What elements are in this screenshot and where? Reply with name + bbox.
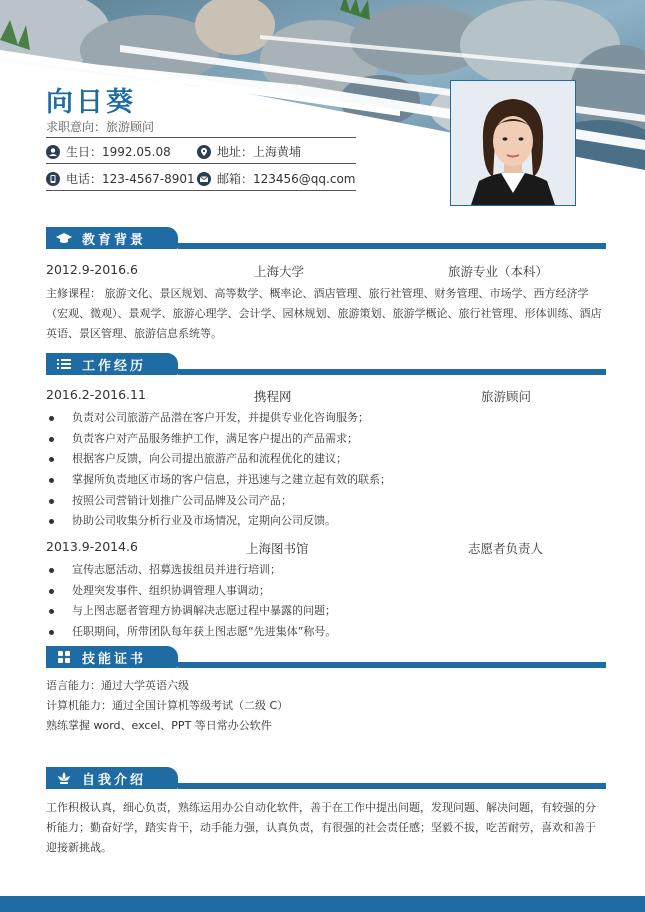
job-company: 携程网 <box>254 389 292 404</box>
lotus-icon <box>56 770 72 786</box>
skills-list <box>46 676 606 736</box>
profile-photo <box>450 80 576 206</box>
list-item: 协助公司收集分析行业及市场情况，定期向公司反馈。 <box>46 511 606 532</box>
education-period: 2012.9-2016.6 <box>46 262 138 277</box>
phone-row <box>46 170 195 187</box>
divider <box>46 137 356 138</box>
user-icon <box>46 145 60 159</box>
list-item: 任职期间，所带团队每年获上图志愿“先进集体”称号。 <box>46 622 606 643</box>
section-work-header <box>46 353 606 375</box>
footer-bar <box>0 896 645 912</box>
job-duties <box>46 408 606 532</box>
job-period: 2016.2-2016.11 <box>46 387 146 402</box>
education-school: 上海大学 <box>254 264 305 279</box>
job-role: 旅游顾问 <box>481 389 532 404</box>
about-text: 工作积极认真，细心负责，熟练运用办公自动化软件，善于在工作中提出问题，发现问题、解决问题，有较强的分析能力；勤奋好学，踏实肯干，动手能力强，认真负责，有很强的社会责任感；坚毅不拔，吃苦耐劳，喜欢和善于迎接新挑战。 <box>46 801 596 854</box>
list-icon <box>56 356 72 372</box>
mail-icon <box>197 172 211 186</box>
education-courses: 主修课程： 旅游文化、景区规划、高等数学、概率论、酒店管理、旅行社管理、财务管理、市场学、西方经济学（宏观、微观）、景观学、旅游心理学、会计学、园林规划、旅游策划、旅游学概论、旅行社管理、形体训练、酒店英语、景区管理、旅游信息系统等。 <box>46 287 602 340</box>
list-item: 语言能力：通过大学英语六级 <box>46 679 189 692</box>
email-text: 邮箱：123456@qq.com <box>217 172 356 186</box>
job-role: 志愿者负责人 <box>468 541 544 556</box>
job-period: 2013.9-2014.6 <box>46 539 138 554</box>
list-item: 掌握所负责地区市场的客户信息，并迅速与之建立起有效的联系； <box>46 470 606 491</box>
section-education-header <box>46 227 606 249</box>
section-title: 技能证书 <box>82 651 147 667</box>
education-major: 旅游专业（本科） <box>448 264 549 279</box>
birthday-row <box>46 143 171 160</box>
section-title: 自我介绍 <box>82 772 147 788</box>
email-row <box>197 170 356 187</box>
phone-icon <box>46 172 60 186</box>
section-title: 工作经历 <box>82 358 147 374</box>
list-item: 负责对公司旅游产品潜在客户开发，并提供专业化咨询服务； <box>46 408 606 429</box>
grid-icon <box>56 649 72 665</box>
section-skills-header <box>46 646 606 668</box>
candidate-name: 向日葵 <box>46 87 136 118</box>
address-text: 地址：上海黄埔 <box>217 145 302 159</box>
list-item: 计算机能力：通过全国计算机等级考试（二级 C） <box>46 699 289 712</box>
list-item: 按照公司营销计划推广公司品牌及公司产品； <box>46 491 606 512</box>
job-intent: 求职意向：旅游顾问 <box>46 120 155 134</box>
list-item: 处理突发事件、组织协调管理人事调动； <box>46 581 606 602</box>
job-company: 上海图书馆 <box>246 541 309 556</box>
birthday-text: 生日：1992.05.08 <box>66 145 171 159</box>
address-row <box>197 143 301 160</box>
list-item: 熟练掌握 word、excel、PPT 等日常办公软件 <box>46 719 272 732</box>
phone-text: 电话：123-4567-8901 <box>66 172 195 186</box>
graduation-cap-icon <box>56 230 72 246</box>
list-item: 负责客户对产品服务维护工作，满足客户提出的产品需求； <box>46 429 606 450</box>
list-item: 宣传志愿活动、招募选拔组员并进行培训； <box>46 560 606 581</box>
location-pin-icon <box>197 145 211 159</box>
list-item: 根据客户反馈，向公司提出旅游产品和流程优化的建议； <box>46 449 606 470</box>
section-about-header <box>46 767 606 789</box>
divider <box>46 190 356 191</box>
list-item: 与上图志愿者管理方协调解决志愿过程中暴露的问题； <box>46 601 606 622</box>
section-title: 教育背景 <box>82 232 147 248</box>
divider <box>46 163 356 164</box>
job-duties <box>46 560 606 643</box>
